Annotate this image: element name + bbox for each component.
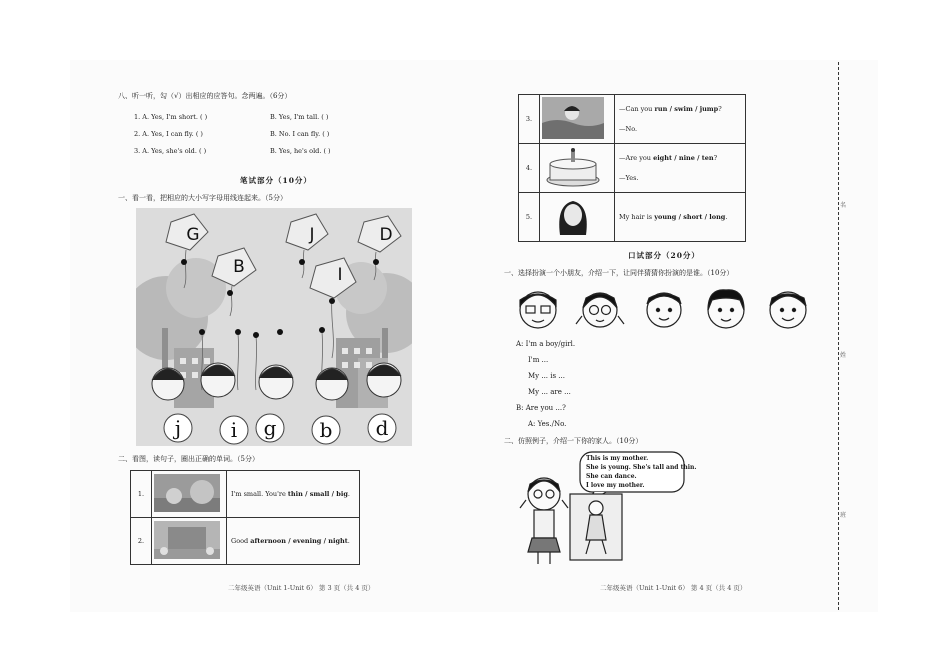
oral-q2-title: 二、仿照例子，介绍一下你的家人。（10分） [504, 437, 643, 445]
sentence-end: . [347, 537, 350, 545]
table-row [519, 193, 746, 242]
oral-line-1: A: I'm a boy/girl. [516, 340, 576, 348]
table-row [519, 95, 746, 144]
table-row [131, 518, 360, 565]
table-row [519, 144, 746, 193]
kite-dot-J [299, 259, 305, 265]
swimming-girl-icon [542, 97, 604, 139]
dialogue-text: —Can you [619, 105, 655, 113]
sentence-cell [227, 471, 360, 518]
word-options[interactable]: afternoon / evening / night [250, 537, 348, 545]
margin-mark-1: 名 [840, 202, 847, 209]
sentence-cell [227, 518, 360, 565]
kite-letter-I: I [337, 265, 343, 285]
oral-q1-title: 一、选择扮演一个小朋友，介绍一下，让同伴猜猜你扮演的是谁。（10分） [504, 269, 734, 277]
oral-section-header: 口试部分（20分） [628, 251, 700, 260]
tiger-cat-picture-icon [154, 474, 220, 512]
sentence-end: . [347, 490, 350, 498]
child-letter-g: g [263, 416, 277, 440]
bubble-line-2: She is young. She's tall and thin. [586, 464, 697, 471]
section8-title: 八、听一听，勾（√）出相应的应答句。念两遍。（6分） [118, 92, 292, 100]
sentence-text: I'm small. You're [231, 490, 288, 498]
child-letter-d: d [375, 416, 389, 440]
dialogue-cell [615, 95, 746, 144]
oral-line-2: I'm ... [528, 356, 549, 364]
word-options[interactable]: thin / small / big [287, 490, 348, 498]
dialogue-text: —Are you [619, 154, 654, 162]
kite-letter-B: B [233, 257, 245, 277]
word-options[interactable]: eight / nine / ten [653, 154, 714, 162]
section8-item1-b: B. Yes, I'm tall. ( ) [270, 113, 329, 121]
written-section-header: 笔试部分（10分） [240, 176, 312, 185]
dialogue-cell [615, 144, 746, 193]
q2-table-right [518, 94, 746, 242]
kite-letter-J: J [309, 225, 315, 245]
left-page-footer: 二年级英语（Unit 1-Unit 6） 第 3 页（共 4 页） [228, 584, 375, 592]
picture-cell [152, 518, 227, 565]
margin-mark-3: 班 [840, 512, 847, 519]
picture-cell [540, 193, 615, 242]
section8-item1-a: 1. A. Yes, I'm short. ( ) [134, 113, 208, 121]
kite-dot-G [181, 259, 187, 265]
birthday-cake-icon [542, 146, 604, 188]
kite-dot-B [227, 290, 233, 296]
kite-dot-I [329, 298, 335, 304]
child-letter-b: b [319, 418, 333, 442]
dialogue-end: ? [713, 154, 718, 162]
q1-title: 一、看一看，把相应的大小写字母用线连起来。（5分） [118, 194, 287, 202]
bubble-line-1: This is my mother. [586, 455, 649, 462]
kite-scene-illustration [136, 208, 412, 446]
picture-cell [152, 471, 227, 518]
child-dot-5 [319, 327, 325, 333]
oral-line-5: B: Are you ...? [516, 404, 566, 412]
child-dot-2 [235, 329, 241, 335]
dialogue-cell [615, 193, 746, 242]
dialogue-reply: —No. [619, 125, 638, 133]
picture-cell [540, 144, 615, 193]
dialogue-end: ? [718, 105, 722, 113]
oral-line-3: My ... is ... [528, 372, 565, 380]
dialogue-text: My hair is [619, 213, 655, 221]
row-number: 3. [519, 95, 540, 144]
five-children-faces [514, 286, 814, 332]
row-number: 1. [131, 471, 152, 518]
kite-letter-D: D [379, 225, 393, 245]
picture-cell [540, 95, 615, 144]
kite-letter-G: G [186, 225, 200, 245]
child-letter-i: i [230, 418, 238, 442]
table-row [131, 471, 360, 518]
q2-title: 二、看图，读句子，圈出正确的单词。（5分） [118, 455, 259, 463]
word-options[interactable]: run / swim / jump [654, 105, 719, 113]
right-page-footer: 二年级英语（Unit 1-Unit 6） 第 4 页（共 4 页） [600, 584, 747, 592]
child-dot-3 [253, 332, 259, 338]
row-number: 5. [519, 193, 540, 242]
bubble-line-4: I love my mother. [586, 482, 645, 489]
row-number: 4. [519, 144, 540, 193]
section8-item3-a: 3. A. Yes, she's old. ( ) [134, 147, 207, 155]
bubble-line-3: She can dance. [586, 473, 637, 480]
kite-dot-D [373, 259, 379, 265]
section8-item3-b: B. Yes, he's old. ( ) [270, 147, 331, 155]
margin-mark-2: 姓 [840, 352, 847, 359]
kite-scene-svg [136, 208, 412, 446]
dialogue-reply: —Yes. [619, 174, 639, 182]
oral-line-4: My ... are ... [528, 388, 571, 396]
q2-table-left [130, 470, 360, 565]
sentence-text: Good [231, 537, 251, 545]
section8-item2-a: 2. A. Yes, I can fly. ( ) [134, 130, 203, 138]
school-picture-icon [154, 521, 220, 559]
child-letter-j: j [174, 416, 182, 440]
section8-item2-b: B. No. I can fly. ( ) [270, 130, 330, 138]
oral-line-6: A: Yes./No. [528, 420, 567, 428]
word-options[interactable]: young / short / long [654, 213, 726, 221]
child-dot-4 [277, 329, 283, 335]
row-number: 2. [131, 518, 152, 565]
long-hair-girl-icon [542, 195, 604, 237]
child-dot-1 [199, 329, 205, 335]
dialogue-end: . [725, 213, 728, 221]
binding-dashed-line [838, 62, 839, 610]
